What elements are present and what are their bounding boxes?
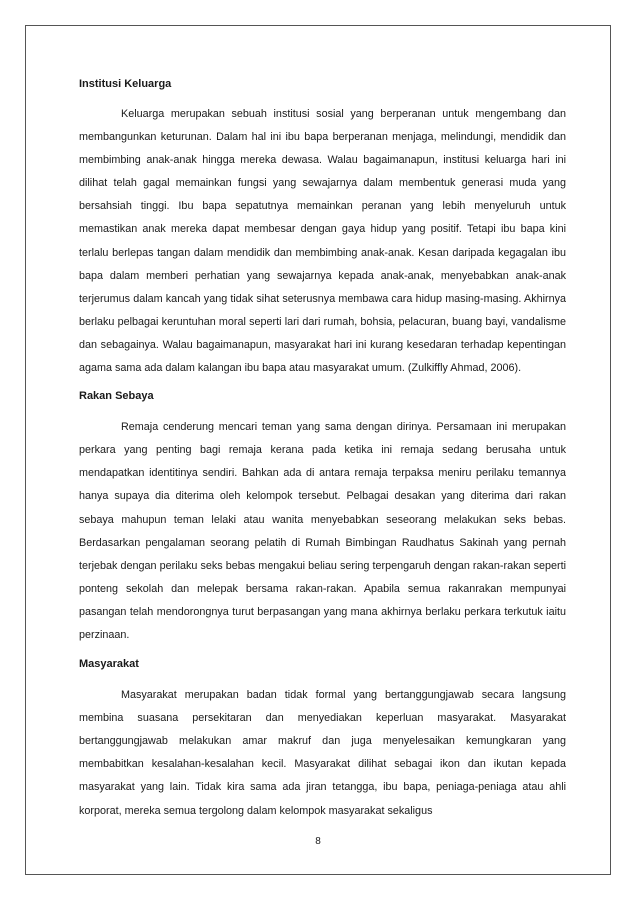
section-heading-rakan-sebaya: Rakan Sebaya bbox=[79, 390, 154, 403]
section-heading-masyarakat: Masyarakat bbox=[79, 658, 139, 671]
section-heading-institusi-keluarga: Institusi Keluarga bbox=[79, 78, 172, 90]
document-page bbox=[25, 25, 611, 875]
section-body-institusi-keluarga: Keluarga merupakan sebuah institusi sosial yang berperanan untuk mengembang dan membangunkan keturunan. Dalam hal ini ibu bapa berperanan menjaga, melindungi, mendidik dan membimbing anak-anak hingga mereka dewasa. Walau bagaimanapun, institusi keluarga hari ini dilihat telah gagal memainkan fungsi yang sewajarnya dalam membentuk generasi muda yang bersahsiah tinggi. Ibu bapa sepatutnya memainkan peranan yang lebih menyeluruh untuk memastikan anak mereka dapat membesar dengan gaya hidup yang positif. Tetapi ibu bapa kini terlalu berlepas tangan dalam mendidik dan membimbing anak-anak. Kesan daripada kegagalan ibu bapa dalam memberi perhatian yang sewajarnya kepada anak-anak, menyebabkan anak-anak terjerumus dalam kancah yang tidak sihat seterusnya membawa cara hidup masing-masing. Akhirnya berlaku pelbagai keruntuhan moral seperti lari dari rumah, bohsia, pelacuran, buang bayi, vandalisme dan sebagainya. Walau bagaimanapun, masyarakat hari ini kurang kesedaran terhadap kepentingan agama sama ada dalam kalangan ibu bapa atau masyarakat umum. (Zulkiffly Ahmad, 2006). bbox=[79, 108, 566, 375]
page-content bbox=[79, 77, 566, 823]
section-body-masyarakat: Masyarakat merupakan badan tidak formal yang bertanggungjawab secara langsung membina suasana persekitaran dan menyediakan keperluan masyarakat. Masyarakat bertanggungjawab melakukan amar makruf dan juga menyelesaikan kemungkaran yang membabitkan kesalahan-kesalahan kecil. Masyarakat dilihat sebagai ikon dan ikutan kepada masyarakat yang lain. Tidak kira sama ada jiran tetangga, ibu bapa, peniaga-peniaga atau ahli korporat, mereka semua tergolong dalam kelompok masyarakat sekaligus bbox=[79, 689, 566, 817]
page-number: 8 bbox=[315, 836, 321, 847]
section-body-rakan-sebaya: Remaja cenderung mencari teman yang sama dengan dirinya. Persamaan ini merupakan perkara yang penting bagi remaja kerana pada ketika ini remaja sedang berusaha untuk mendapatkan identitinya sendiri. Bahkan ada di antara remaja terpaksa meniru perilaku temannya hanya supaya dia diterima oleh kelompok tersebut. Pelbagai desakan yang diterima dari rakan sebaya mahupun teman lelaki atau wanita menyebabkan seseorang melakukan seks bebas. Berdasarkan pengalaman seorang pelatih di Rumah Bimbingan Raudhatus Sakinah yang pernah terjebak dengan perilaku seks bebas mengakui beliau sering terpengaruh dengan rakan-rakan seperti ponteng sekolah dan melepak bersama rakan-rakan. Apabila semua rakanrakan mempunyai pasangan telah mendorongnya turut berpasangan yang mana akhirnya berlaku perkara terkutuk iaitu perzinaan. bbox=[79, 421, 566, 641]
